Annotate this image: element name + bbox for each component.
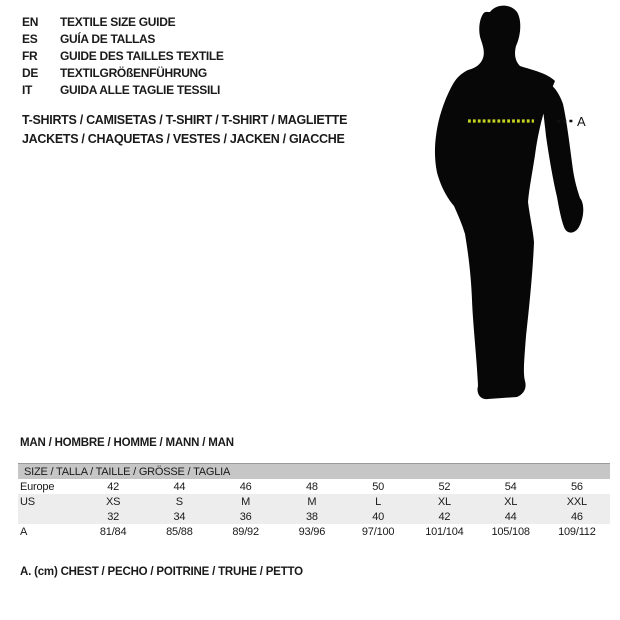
language-label: GUIDA ALLE TAGLIE TESSILI [60,83,221,97]
size-value: 36 [213,509,279,524]
man-silhouette-figure [420,0,605,410]
size-value: XL [478,494,544,509]
language-list [22,14,224,99]
size-value: XS [80,494,146,509]
footnote-chest: A. (cm) CHEST / PECHO / POITRINE / TRUHE / PETTO [20,566,303,578]
language-code: ES [22,32,38,46]
language-code: DE [22,66,39,80]
language-label: TEXTILE SIZE GUIDE [60,15,176,29]
language-row-es [22,31,224,48]
row-label: US [18,494,80,509]
size-value: 42 [411,509,477,524]
silhouette-body [435,6,555,399]
size-value: 34 [146,509,212,524]
size-value: 109/112 [558,525,596,538]
size-value: 105/108 [491,525,530,538]
language-label: TEXTILGRÖßENFÜHRUNG [60,66,207,80]
size-value: XL [411,494,477,509]
language-row-de [22,65,224,82]
size-table-row [18,479,610,494]
size-table-row [18,524,610,539]
category-line-2: JACKETS / CHAQUETAS / VESTES / JACKEN / GIACCHE [22,132,345,146]
man-silhouette-svg [420,0,605,410]
size-value: 89/92 [232,525,259,538]
size-value: XXL [544,494,610,509]
size-value: 46 [544,509,610,524]
size-value: 101/104 [425,525,464,538]
size-value: 97/100 [361,525,395,538]
size-value: S [146,494,212,509]
language-row-en [22,14,224,31]
section-title-man: MAN / HOMBRE / HOMME / MANN / MAN [20,437,234,449]
row-label: Europe [20,480,55,493]
language-code: EN [22,15,39,29]
size-value: 50 [372,480,385,493]
size-table-header: SIZE / TALLA / TAILLE / GRÖSSE / TAGLIA [18,464,610,480]
size-value: 93/96 [298,525,326,538]
size-value: 48 [305,480,318,493]
language-code: FR [22,49,38,63]
category-line-1: T-SHIRTS / CAMISETAS / T-SHIRT / T-SHIRT / MAGLIETTE [22,113,348,127]
size-value: 44 [478,509,544,524]
size-table-body [18,479,610,539]
language-row-fr [22,48,224,65]
row-label [18,509,80,524]
size-value: 54 [504,480,517,493]
language-label: GUÍA DE TALLAS [60,32,156,46]
size-table-row [18,509,610,524]
size-value: 56 [570,480,583,493]
size-value: 40 [345,509,411,524]
size-table [18,463,610,539]
language-label: GUIDE DES TAILLES TEXTILE [60,49,224,63]
size-table-header-row [18,464,610,480]
size-value: 42 [107,480,120,493]
category-lines [22,111,347,149]
silhouette-right-arm [540,79,583,233]
size-value: 32 [80,509,146,524]
row-label: A [20,525,28,538]
size-value: 85/88 [166,525,193,538]
size-value: 81/84 [99,525,127,538]
size-value: 52 [438,480,451,493]
size-value: M [213,494,279,509]
size-table-row [18,494,610,509]
size-value: 46 [239,480,252,493]
size-value: 44 [173,480,186,493]
language-row-it [22,82,224,99]
size-value: L [345,494,411,509]
size-value: M [279,494,345,509]
measurement-a-label: A [577,114,586,129]
language-code: IT [22,83,33,97]
size-value: 38 [279,509,345,524]
